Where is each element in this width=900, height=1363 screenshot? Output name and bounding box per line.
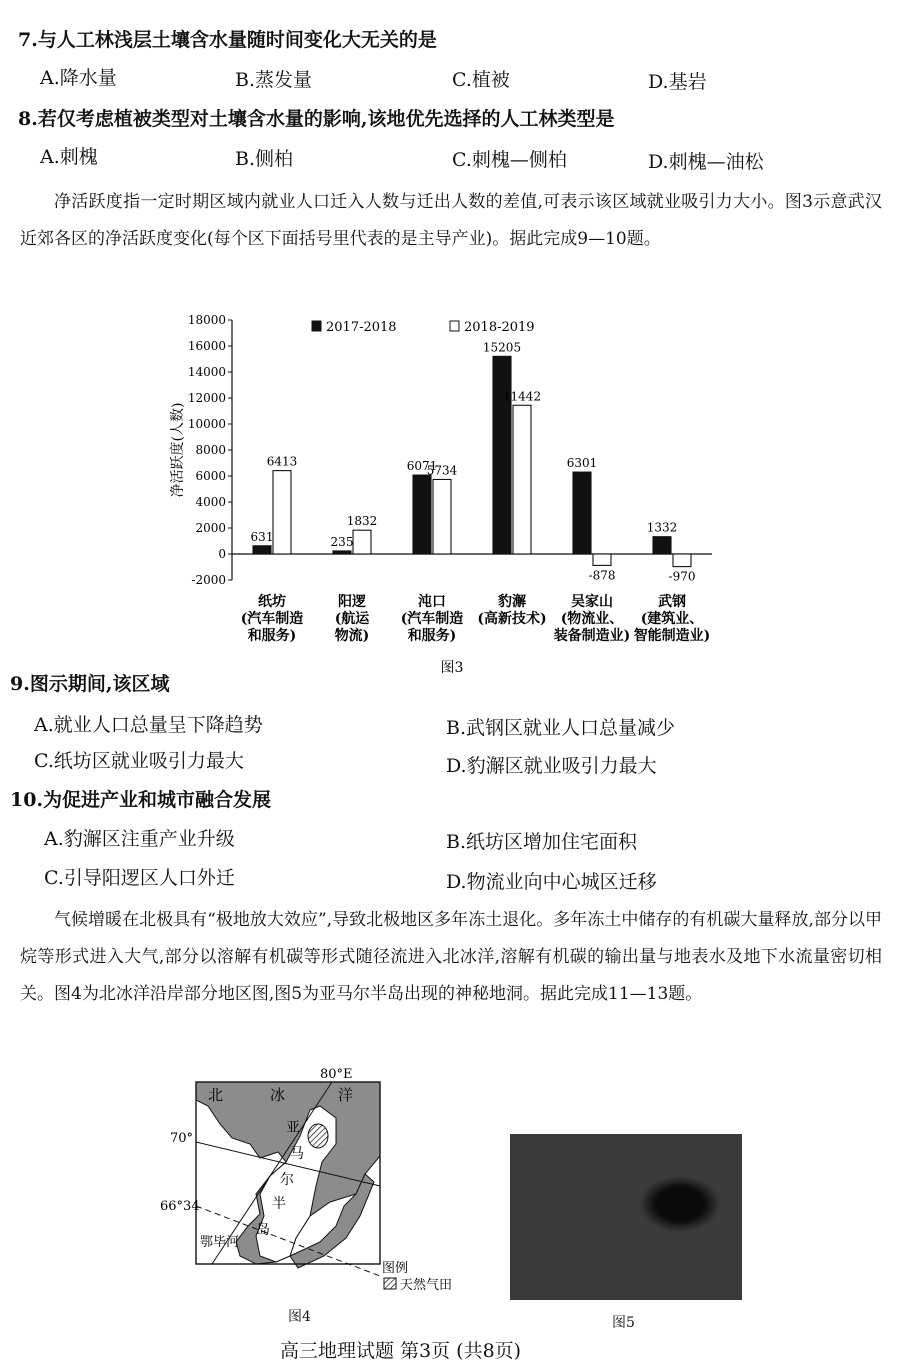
bar [673, 554, 691, 567]
bar [493, 356, 511, 554]
net-activity-bar-chart [160, 308, 740, 683]
category-label: 吴家山 [571, 594, 613, 610]
category-label: 和服务) [407, 628, 457, 644]
y-tick-label: 18000 [187, 313, 226, 327]
legend-swatch [450, 321, 459, 331]
q9-option-b: B.武钢区就业人口总量减少 [446, 717, 676, 739]
page-footer: 高三地理试题 第3页 (共8页) [280, 1340, 522, 1362]
q7-stem: 7.与人工林浅层土壤含水量随时间变化大无关的是 [18, 29, 437, 51]
bar-value-label: 235 [330, 534, 354, 549]
lat-6634-label: 66°34 [160, 1199, 200, 1214]
q9-option-d: D.豹澥区就业吸引力最大 [446, 755, 657, 777]
category-label: 智能制造业) [633, 628, 711, 644]
bar [273, 471, 291, 554]
y-axis-label: 净活跃度(人数) [170, 402, 186, 498]
bar-value-label: -878 [588, 568, 616, 583]
bar [353, 530, 371, 554]
y-tick-label: 8000 [195, 443, 226, 457]
q8-stem: 8.若仅考虑植被类型对土壤含水量的影响,该地优先选择的人工林类型是 [18, 108, 615, 130]
q8-option-a: A.刺槐 [40, 146, 98, 168]
peninsula-char-3: 尔 [280, 1172, 294, 1188]
lon-80e-label: 80°E [320, 1067, 353, 1082]
bar-value-label: -970 [668, 569, 696, 584]
figure-5-caption: 图5 [612, 1315, 635, 1331]
category-label: (汽车制造 [400, 611, 464, 627]
category-label: 沌口 [418, 594, 446, 610]
category-label: (建筑业、 [640, 611, 704, 627]
q7-option-d: D.基岩 [648, 71, 707, 93]
category-label: (航运 [334, 611, 370, 627]
bar-value-label: 5734 [426, 463, 458, 478]
legend-swatch [312, 321, 321, 331]
bar-value-label: 6071 [406, 459, 438, 474]
river-label: 鄂毕河 [200, 1235, 240, 1250]
bar-value-label: 631 [250, 529, 274, 544]
q7-option-b: B.蒸发量 [235, 69, 313, 91]
y-tick-label: 2000 [195, 521, 226, 535]
bar [513, 405, 531, 554]
q9-option-c: C.纸坊区就业吸引力最大 [34, 750, 244, 772]
category-label: 和服务) [247, 628, 297, 644]
category-label: 豹澥 [498, 594, 526, 610]
q9-stem: 9.图示期间,该区域 [10, 673, 170, 695]
y-tick-label: 16000 [187, 339, 226, 353]
peninsula-char-1: 亚 [286, 1120, 300, 1136]
category-label: 阳逻 [338, 594, 366, 610]
y-tick-label: 6000 [195, 469, 226, 483]
legend-title: 图例 [382, 1261, 409, 1276]
q8-option-b: B.侧柏 [235, 148, 294, 170]
q10-stem: 10.为促进产业和城市融合发展 [10, 789, 272, 811]
category-label: (物流业、 [560, 611, 624, 627]
legend-label: 2018-2019 [464, 320, 535, 335]
bar-value-label: 11442 [502, 389, 542, 404]
legend-gas-field: 天然气田 [400, 1278, 453, 1293]
q9-option-a: A.就业人口总量呈下降趋势 [34, 714, 263, 736]
intro-paragraph-1: 净活跃度指一定时期区域内就业人口迁入人数与迁出人数的差值,可表示该区域就业吸引力大小。图3示意武汉近郊各区的净活跃度变化(每个区下面括号里代表的是主导产业)。据此完成9—10题。 [20, 192, 882, 249]
bar-value-label: 15205 [482, 340, 522, 355]
category-label: 武钢 [658, 594, 686, 610]
legend-label: 2017-2018 [326, 320, 397, 335]
q10-option-c: C.引导阳逻区人口外迁 [44, 867, 235, 889]
q10-option-b: B.纸坊区增加住宅面积 [446, 831, 638, 853]
lat-70-label: 70° [170, 1131, 194, 1146]
ocean-char-2: 冰 [270, 1086, 286, 1104]
bar [433, 479, 451, 554]
peninsula-char-5: 岛 [256, 1222, 270, 1238]
bar [593, 554, 611, 565]
bar-value-label: 6301 [566, 456, 598, 471]
bar-value-label: 6413 [266, 454, 298, 469]
figure-3-caption: 图3 [440, 660, 464, 676]
arctic-coast-map [160, 1066, 480, 1306]
q7-option-a: A.降水量 [40, 67, 117, 89]
peninsula-char-2: 马 [290, 1146, 304, 1162]
q10-option-d: D.物流业向中心城区迁移 [446, 871, 657, 893]
y-tick-label: 4000 [195, 495, 226, 509]
ocean-char-3: 洋 [338, 1086, 354, 1104]
category-label: (汽车制造 [240, 611, 304, 627]
category-label: 纸坊 [258, 594, 286, 610]
bar-value-label: 1332 [646, 520, 678, 535]
gas-field [308, 1124, 328, 1148]
bar [413, 475, 431, 554]
bar [573, 472, 591, 554]
bar-value-label: 1832 [346, 514, 378, 529]
category-label: 装备制造业) [553, 628, 631, 644]
bar [333, 551, 351, 554]
category-label: 物流) [334, 628, 370, 644]
intro-paragraph-2: 气候增暖在北极具有“极地放大效应”,导致北极地区多年冻土退化。多年冻土中储存的有机碳大量释放,部分以甲烷等形式进入大气,部分以溶解有机碳等形式随径流进入北冰洋,溶解有机碳的输出量与地表水及地下水流量密切相关。图4为北冰洋沿岸部分地区图,图5为亚马尔半岛出现的神秘地洞。据此完成11—13题。 [20, 910, 882, 1004]
ocean-char-1: 北 [208, 1086, 224, 1104]
q7-option-c: C.植被 [452, 69, 510, 91]
q10-option-a: A.豹澥区注重产业升级 [44, 828, 235, 850]
peninsula-char-4: 半 [272, 1196, 286, 1212]
q8-option-c: C.刺槐—侧柏 [452, 149, 567, 171]
sinkhole-photo [510, 1134, 742, 1300]
y-tick-label: 0 [218, 547, 226, 561]
figure-4-caption: 图4 [288, 1309, 311, 1325]
bar [653, 537, 671, 554]
y-tick-label: -2000 [191, 573, 226, 587]
category-label: (高新技术) [477, 611, 547, 627]
q8-option-d: D.刺槐—油松 [648, 151, 764, 173]
y-tick-label: 14000 [187, 365, 226, 379]
y-tick-label: 12000 [187, 391, 226, 405]
bar [253, 546, 271, 554]
y-tick-label: 10000 [187, 417, 226, 431]
